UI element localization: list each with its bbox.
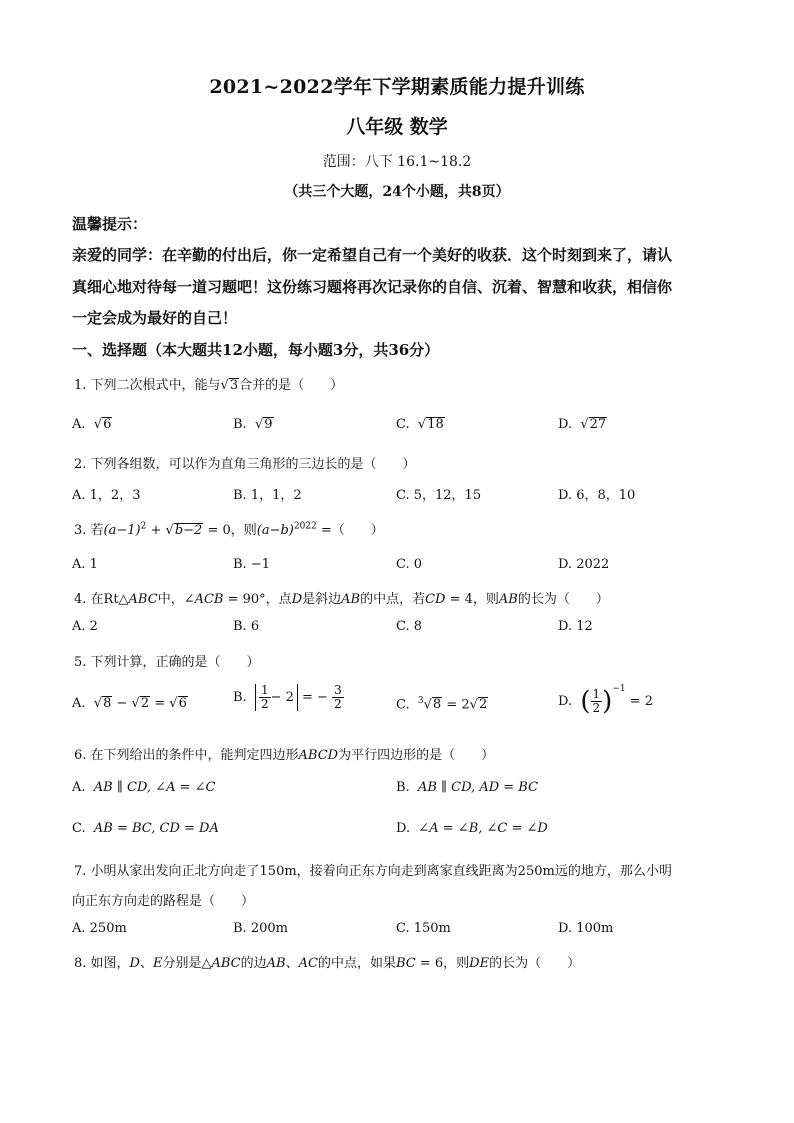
q7-option-d: D. 100m bbox=[558, 921, 614, 936]
q1-option-b: B. √9 bbox=[233, 417, 273, 432]
tips-heading: 温馨提示： bbox=[72, 215, 148, 233]
q1-option-d: D. √27 bbox=[558, 417, 607, 432]
question-3: 3. 若$(a-1)^2 + √b-2 = 0$，则$(a-b)^{2022}$ =（ ） bbox=[74, 521, 384, 538]
q7-option-b: B. 200m bbox=[233, 921, 288, 936]
q1-text-pre: 1. 下列二次根式中，能与 bbox=[74, 378, 221, 393]
q3-option-d: D. 2022 bbox=[558, 557, 610, 572]
exam-subtitle: 八年级 数学 bbox=[346, 116, 448, 138]
q4-option-b: B. 6 bbox=[233, 619, 260, 634]
q2-option-a: A. 1，2，3 bbox=[72, 488, 141, 503]
question-6: 6. 在下列给出的条件中，能判定四边形ABCD为平行四边形的是（ ） bbox=[74, 748, 495, 763]
question-2: 2. 下列各组数，可以作为直角三角形的三边长的是（ ） bbox=[74, 457, 416, 472]
question-7-line-1: 7. 小明从家出发向正北方向走了150m，接着向正东方向走到离家直线距离为250m远的地方，那么小明 bbox=[74, 864, 672, 879]
tips-line-3: 一定会成为最好的自己！ bbox=[72, 309, 238, 327]
q1-text-post: 合并的是（ ） bbox=[239, 378, 344, 393]
q2-option-c: C. 5，12，15 bbox=[396, 488, 482, 503]
exam-count: （共三个大题，24个小题，共8页） bbox=[284, 184, 510, 200]
exam-title: 2021~2022学年下学期素质能力提升训练 bbox=[209, 76, 585, 98]
q1-option-c: C. √18 bbox=[396, 417, 444, 432]
q6-option-d: D. ∠A = ∠B, ∠C = ∠D bbox=[396, 821, 548, 836]
exam-range: 范围：八下 16.1~18.2 bbox=[322, 154, 472, 170]
q2-option-d: D. 6，8，10 bbox=[558, 488, 636, 503]
q1-option-a: A. √6 bbox=[72, 417, 112, 432]
q4-option-d: D. 12 bbox=[558, 619, 593, 634]
q1-radical: √3 bbox=[220, 378, 239, 393]
question-5: 5. 下列计算，正确的是（ ） bbox=[74, 655, 260, 670]
q5-option-b: B. $\frac{1}{2}$ − 2 = − $\frac{3}{2}$ bbox=[233, 683, 342, 711]
q3-option-a: A. 1 bbox=[72, 557, 98, 572]
q4-option-a: A. 2 bbox=[72, 619, 98, 634]
question-4: 4. 在Rt△ABC中，∠ACB = 90°，点D是斜边AB的中点，若CD = 4，则AB的长为（ ） bbox=[74, 592, 609, 607]
tips-line-1: 亲爱的同学：在辛勤的付出后，你一定希望自己有一个美好的收获．这个时刻到来了，请认 bbox=[72, 246, 673, 264]
q7-option-c: C. 150m bbox=[396, 921, 451, 936]
q6-option-a: A. AB ∥ CD, ∠A = ∠C bbox=[72, 780, 216, 795]
question-8: 8. 如图，D、E分别是△ABC的边AB、AC的中点，如果BC = 6，则DE的长为（ ） bbox=[74, 956, 581, 971]
section-1-heading: 一、选择题（本大题共12小题，每小题3分，共36分） bbox=[72, 341, 440, 359]
q7-option-a: A. 250m bbox=[72, 921, 127, 936]
q6-option-c: C. AB = BC, CD = DA bbox=[72, 821, 219, 836]
q3-option-c: C. 0 bbox=[396, 557, 423, 572]
tips-line-2: 真细心地对待每一道习题吧！这份练习题将再次记录你的自信、沉着、智慧和收获，相信你 bbox=[72, 278, 673, 296]
q5-option-d: D. ( $\frac{1}{2}$ )$^{-1}$ = 2 bbox=[558, 684, 654, 717]
q3-option-b: B. −1 bbox=[233, 557, 270, 572]
q6-option-b: B. AB ∥ CD, AD = BC bbox=[396, 780, 539, 795]
question-7-line-2: 向正东方向走的路程是（ ） bbox=[72, 894, 255, 909]
q2-option-b: B. 1，1，2 bbox=[233, 488, 302, 503]
q5-option-c: C. $^3$√8 = 2√2 bbox=[396, 696, 488, 713]
question-1 bbox=[74, 374, 343, 393]
q4-option-c: C. 8 bbox=[396, 619, 423, 634]
q5-option-a: A. √8 − √2 = √6 bbox=[72, 696, 187, 711]
